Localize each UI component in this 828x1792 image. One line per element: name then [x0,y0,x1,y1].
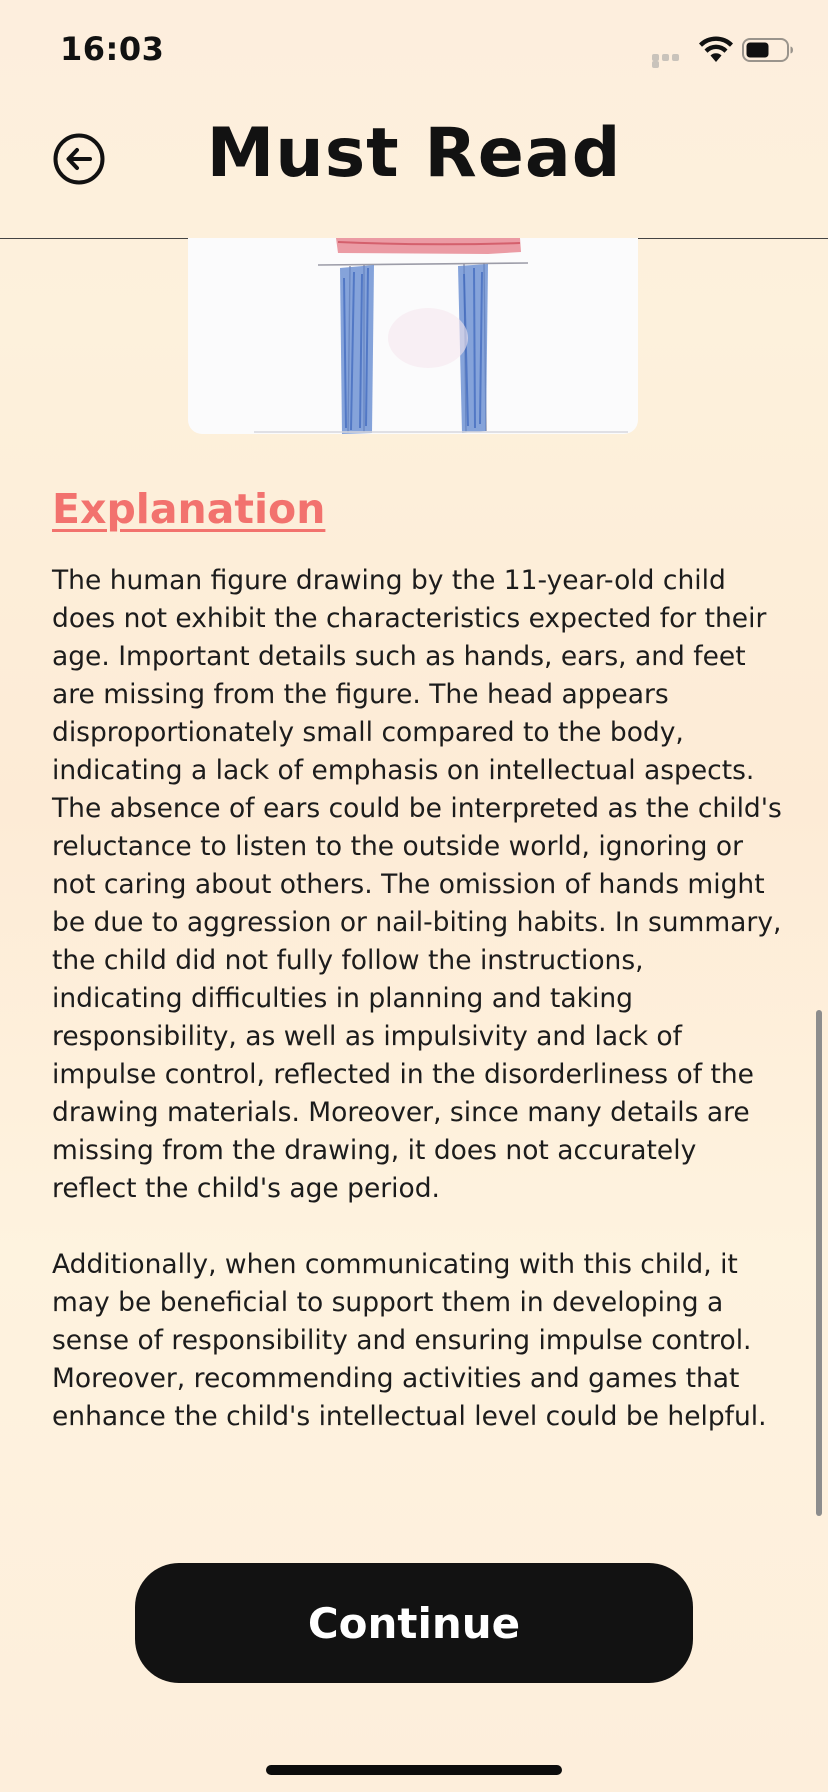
recommendation-paragraph: Additionally, when communicating with this child, it may be beneficial to support them in developing a sense of responsibility and ensuring impulse control. Moreover, recommending activities and games that enhance the child's intellectual level could be helpful. [52,1249,767,1432]
scrollbar[interactable] [816,1010,822,1516]
battery-icon [742,38,794,62]
cellular-signal-icon [652,54,690,62]
status-time: 16:03 [60,30,165,68]
child-drawing-image [188,238,638,434]
explanation-section [52,478,782,1436]
explanation-paragraph: The human figure drawing by the 11-year-old child does not exhibit the characteristics expected for their age. Important details such as hands, ears, and feet are missing from the figure. The head appears disproportionately small compared to the body, indicating a lack of emphasis on intellectual aspects. The absence of ears could be interpreted as the child's reluctance to listen to the outside world, ignoring or not caring about others. The omission of hands might be due to aggression or nail-biting habits. In summary, the child did not fully follow the instructions, indicating difficulties in planning and taking responsibility, as well as impulsivity and lack of impulse control, reflected in the disorderliness of the drawing materials. Moreover, since many details are missing from the drawing, it does not accurately reflect the child's age period. [52,565,782,1204]
home-indicator[interactable] [266,1765,562,1775]
explanation-heading: Explanation [52,485,326,533]
continue-button[interactable]: Continue [135,1563,693,1683]
page-title: Must Read [206,114,622,193]
wifi-icon [698,36,734,64]
header [0,100,828,239]
status-bar [0,0,828,100]
